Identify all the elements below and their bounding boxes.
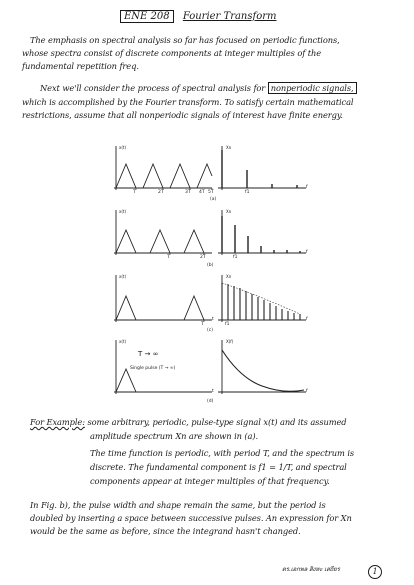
f-axis-c: f <box>306 317 308 322</box>
tick-2T: 2T <box>158 190 164 195</box>
next-line-3: restrictions, assume that all nonperiodic signals of interest have finite energy. <box>22 110 343 120</box>
row-d-freq-plot <box>218 340 306 394</box>
x-label-a: x(t) <box>119 145 127 150</box>
tick-5T: 5T <box>208 190 214 195</box>
triangle-pulses-b <box>116 230 204 253</box>
page-title: Fourier Transform <box>182 11 277 22</box>
example-line-5: components appear at integer multiples of that frequency. <box>90 476 330 486</box>
example-line-4: discrete. The fundamental component is f1 = 1/T, and spectral <box>90 462 347 472</box>
continuous-spectrum <box>222 350 304 391</box>
x-label-b: x(t) <box>119 209 127 214</box>
row-c-freq-plot <box>218 275 306 322</box>
limit-text: T → ∞ <box>138 350 159 358</box>
f-axis-a: f <box>306 185 308 190</box>
tick-f1-c: f1 <box>225 322 230 327</box>
next-line-2: which is accomplished by the Fourier transform. To satisfy certain mathematical <box>22 97 354 107</box>
row-b-time-plot <box>114 210 212 255</box>
caption-c: (c) <box>207 328 213 333</box>
t-axis-c: t <box>212 317 214 322</box>
nonperiodic-box: nonperiodic signals, <box>268 82 357 94</box>
caption-b: (b) <box>207 263 214 268</box>
spectral-stems <box>222 283 300 320</box>
tick-4T: 4T <box>199 190 205 195</box>
xf-label-d: X(f) <box>226 339 234 344</box>
tick-T-b: T <box>167 255 170 260</box>
next-line-1-text: Next we'll consider the process of spectral analysis for <box>40 83 266 93</box>
intro-line-3: fundamental repetition freq. <box>22 61 139 71</box>
conclusion-line-2: doubled by inserting a space between successive pulses. An expression for Xn <box>30 513 352 523</box>
example-line-3: The time function is periodic, with period T, and the spectrum is <box>90 448 355 458</box>
tick-3T: 3T <box>185 190 191 195</box>
tick-f1-b: f1 <box>233 255 238 260</box>
example-line-2: amplitude spectrum Xn are shown in (a). <box>90 431 259 441</box>
row-a-freq-plot <box>218 146 306 190</box>
example-label: For Example: <box>30 417 85 427</box>
triangle-pulses-c <box>116 296 204 320</box>
signature: ดร.เอกพล สิงหะ เสถียร <box>282 566 340 573</box>
page-number: 1 <box>368 565 382 579</box>
xn-label-c: Xn <box>226 274 232 279</box>
example-line-1 <box>30 417 347 427</box>
single-pulse <box>116 369 136 392</box>
triangle-pulses-a <box>116 164 212 188</box>
example-text-1: some arbitrary, periodic, pulse-type signal x(t) and its assumed <box>87 417 347 427</box>
xn-label-b: Xn <box>226 209 232 214</box>
tick-f1-a: f1 <box>245 190 250 195</box>
intro-line-2: whose spectra consist of discrete components at integer multiples of the <box>22 48 322 58</box>
tick-T-c: T <box>201 322 204 327</box>
row-a-time-plot <box>114 146 212 190</box>
caption-a: (a) <box>210 197 217 202</box>
xn-label-a: Xn <box>226 145 232 150</box>
tick-T: T <box>133 190 136 195</box>
caption-d: (d) <box>207 399 214 404</box>
f-axis-b: f <box>306 250 308 255</box>
course-code: ENE 208 <box>120 10 174 23</box>
single-pulse-label: Single pulse (T → ∞) <box>130 366 176 371</box>
t-axis-d: t <box>212 389 214 394</box>
conclusion-line-1: In Fig. b), the pulse width and shape remain the same, but the period is <box>30 500 326 510</box>
row-b-freq-plot <box>218 210 306 255</box>
x-label-c: x(t) <box>119 274 127 279</box>
tick-2T-b: 2T <box>200 255 206 260</box>
row-c-time-plot <box>114 275 212 322</box>
x-label-d: x(t) <box>119 339 127 344</box>
conclusion-line-3: would be the same as before, since the integrand hasn't changed. <box>30 526 301 536</box>
intro-line-1: The emphasis on spectral analysis so far has focused on periodic functions, <box>30 35 340 45</box>
f-axis-d: f <box>306 389 308 394</box>
